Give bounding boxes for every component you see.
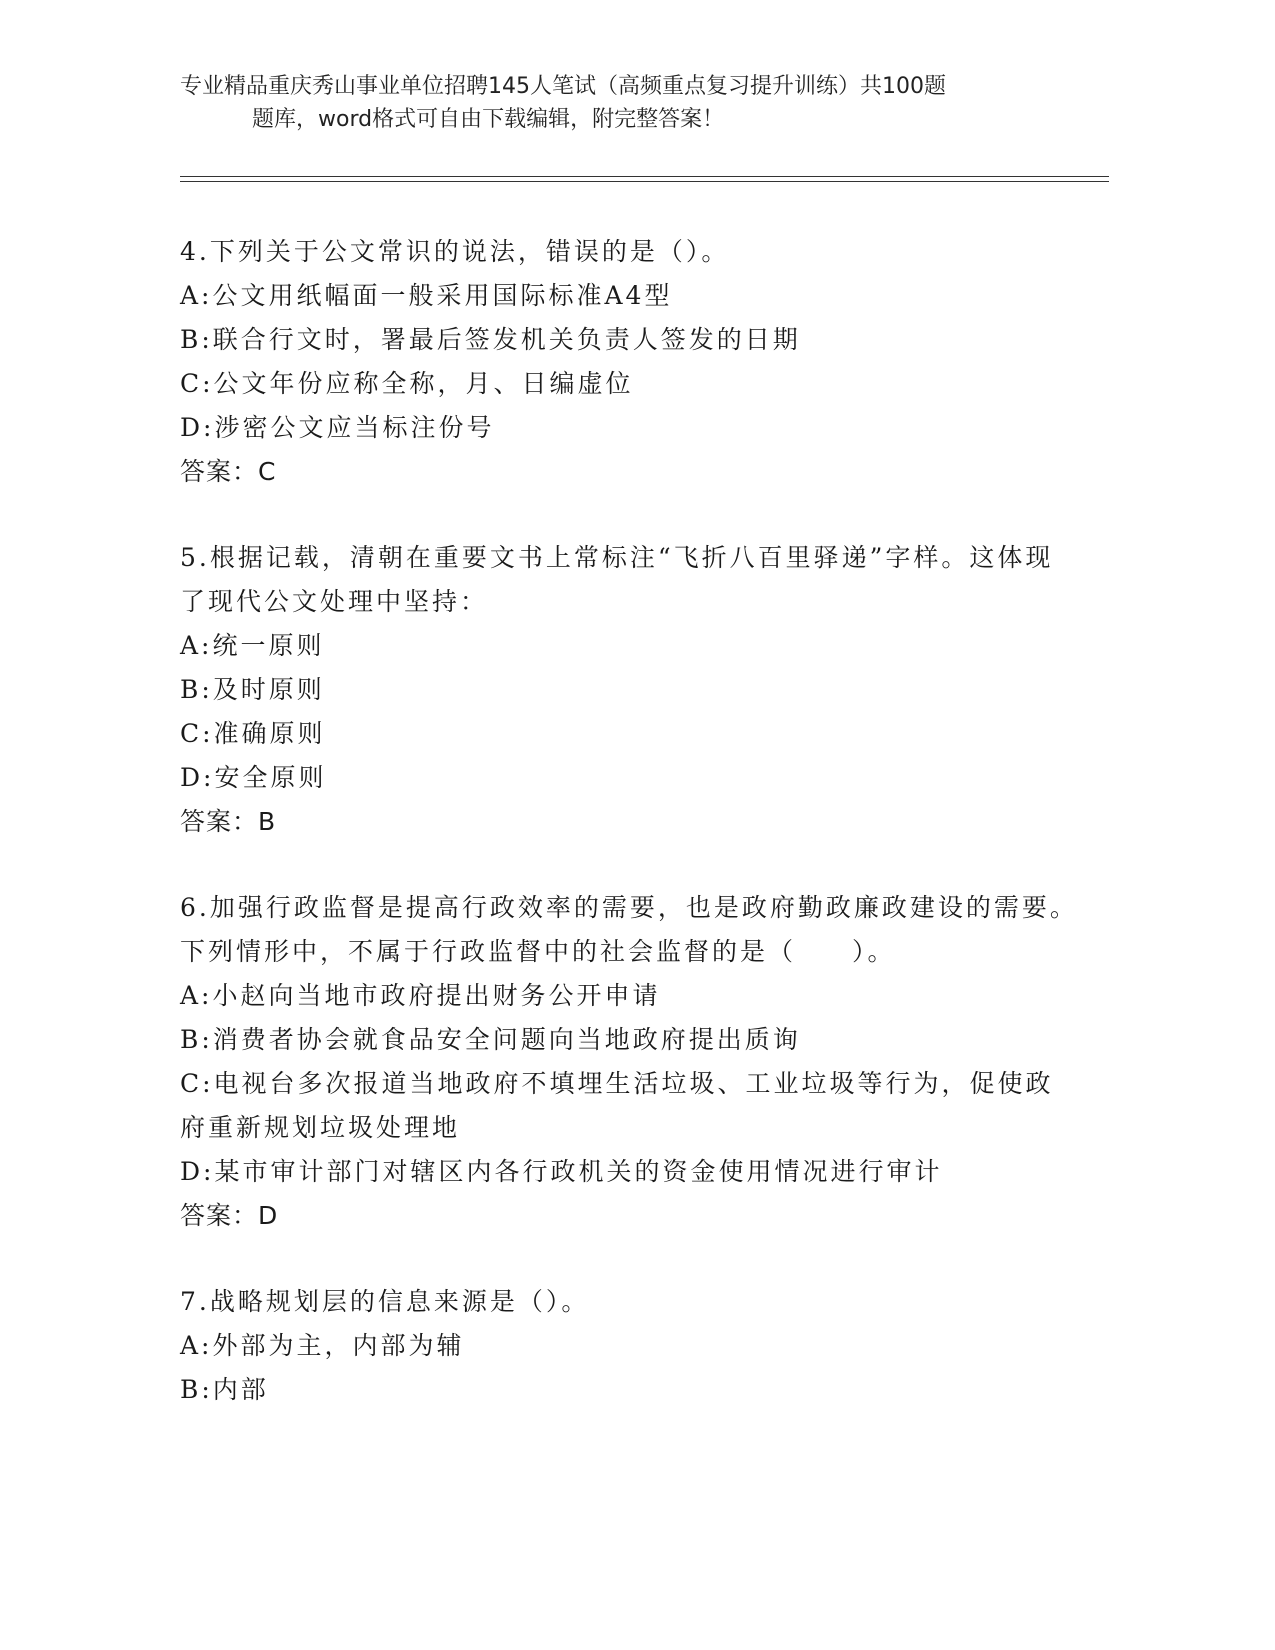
question-stem: 4.下列关于公文常识的说法，错误的是（）。 bbox=[180, 237, 730, 266]
header-divider bbox=[180, 176, 1109, 182]
option-a: A:公文用纸幅面一般采用国际标准A4型 bbox=[180, 281, 673, 310]
answer-label: 答案：D bbox=[180, 1201, 279, 1230]
option-c: C:公文年份应称全称，月、日编虚位 bbox=[180, 369, 634, 398]
document-header bbox=[180, 70, 1060, 136]
question-stem: 6.加强行政监督是提高行政效率的需要，也是政府勤政廉政建设的需要。下列情形中，不属于行政监督中的社会监督的是（ ）。 bbox=[180, 893, 1078, 966]
option-b: B:联合行文时，署最后签发机关负责人签发的日期 bbox=[180, 325, 801, 354]
question-list bbox=[180, 230, 1080, 1454]
header-title-line1: 专业精品重庆秀山事业单位招聘145人笔试（高频重点复习提升训练）共100题 bbox=[180, 74, 946, 99]
option-a: A:统一原则 bbox=[180, 631, 325, 660]
answer-label: 答案：B bbox=[180, 807, 277, 836]
question-stem: 7.战略规划层的信息来源是（）。 bbox=[180, 1287, 590, 1316]
question-7 bbox=[180, 1280, 1080, 1412]
option-c: C:准确原则 bbox=[180, 719, 326, 748]
option-c: C:电视台多次报道当地政府不填埋生活垃圾、工业垃圾等行为，促使政府重新规划垃圾处理地 bbox=[180, 1069, 1054, 1142]
question-6 bbox=[180, 886, 1080, 1238]
question-4 bbox=[180, 230, 1080, 494]
option-d: D:某市审计部门对辖区内各行政机关的资金使用情况进行审计 bbox=[180, 1157, 943, 1186]
option-a: A:外部为主，内部为辅 bbox=[180, 1331, 465, 1360]
option-b: B:及时原则 bbox=[180, 675, 325, 704]
answer-label: 答案：C bbox=[180, 457, 277, 486]
option-b: B:消费者协会就食品安全问题向当地政府提出质询 bbox=[180, 1025, 801, 1054]
option-d: D:安全原则 bbox=[180, 763, 327, 792]
option-a: A:小赵向当地市政府提出财务公开申请 bbox=[180, 981, 661, 1010]
header-title-line2: 题库，word格式可自由下载编辑，附完整答案！ bbox=[252, 107, 725, 132]
question-stem: 5.根据记载，清朝在重要文书上常标注“飞折八百里驿递”字样。这体现了现代公文处理中坚持： bbox=[180, 543, 1054, 616]
option-b: B:内部 bbox=[180, 1375, 269, 1404]
question-5 bbox=[180, 536, 1080, 844]
option-d: D:涉密公文应当标注份号 bbox=[180, 413, 495, 442]
